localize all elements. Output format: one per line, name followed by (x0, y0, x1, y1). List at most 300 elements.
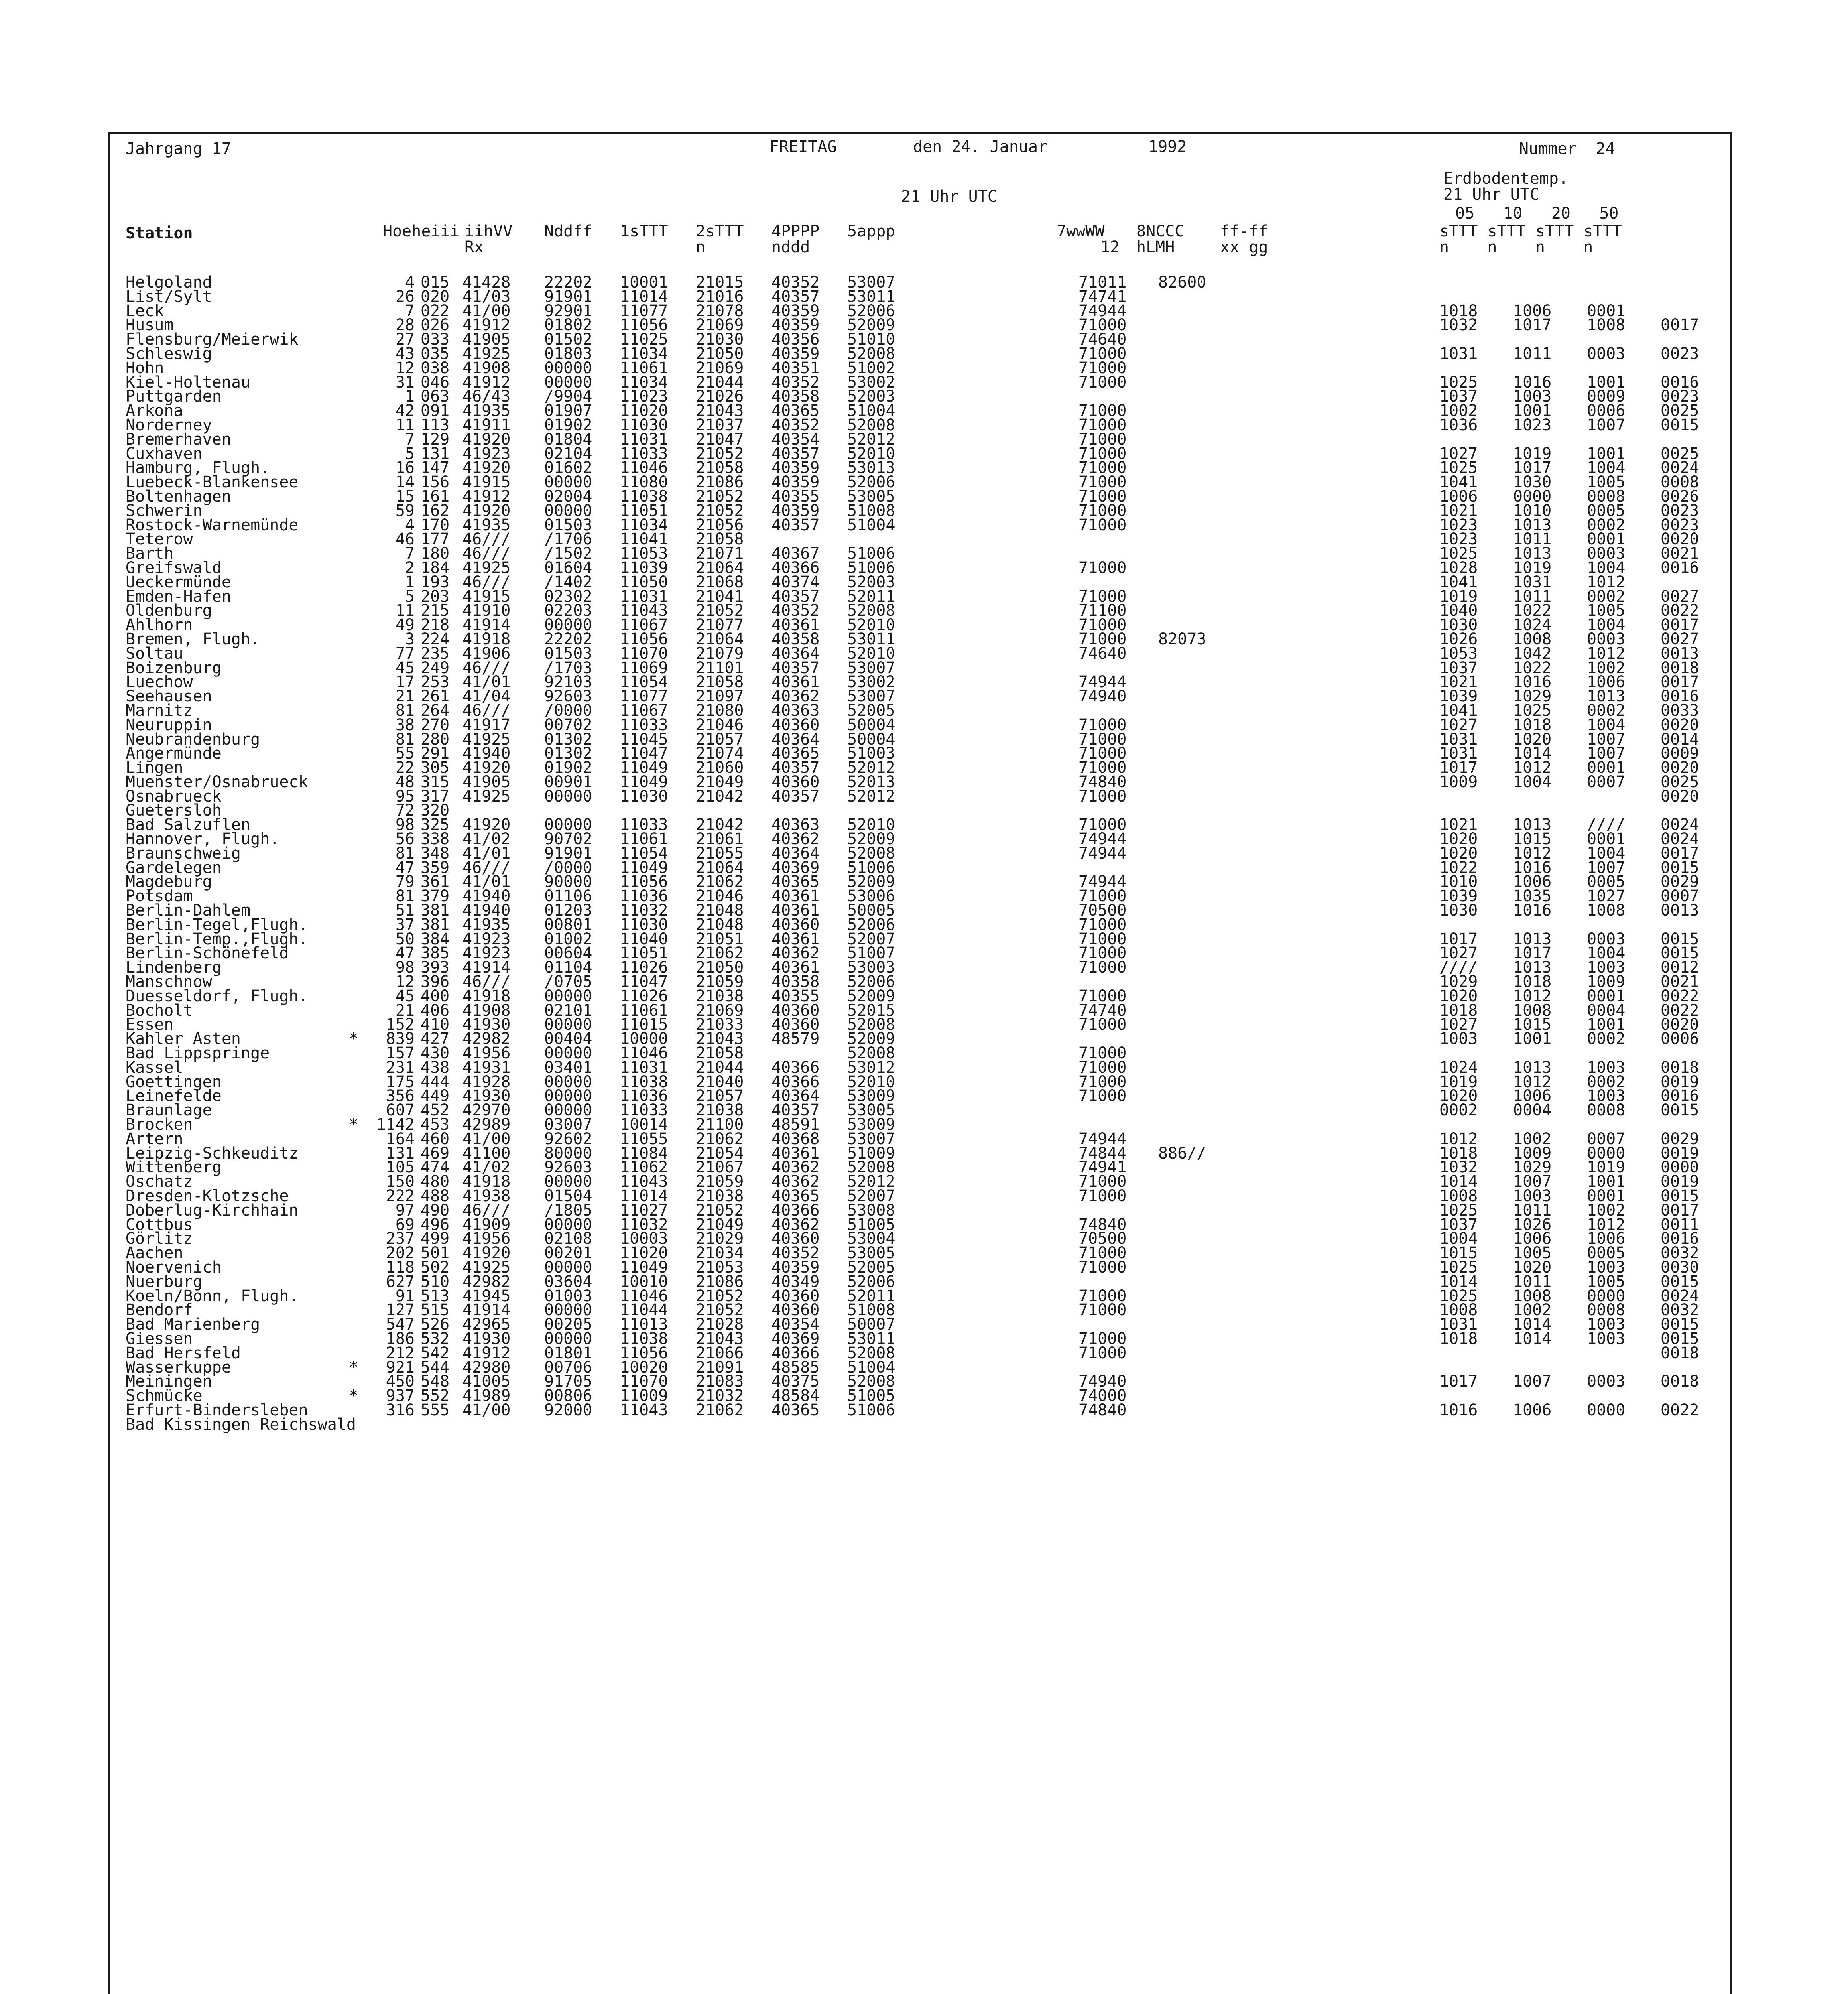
station-4pppp: 40349 (771, 1272, 820, 1291)
station-7wwww: 74740 (1078, 1001, 1127, 1020)
station-5appp: 52011 (847, 587, 895, 606)
table-row (126, 418, 1720, 432)
station-iii: 449 (421, 1087, 450, 1105)
station-2sttt: 21051 (696, 930, 744, 948)
station-5appp: 53009 (847, 1115, 895, 1134)
station-soil-50: 0022 (1661, 601, 1699, 620)
station-soil-50: 0021 (1661, 544, 1699, 563)
station-2sttt: 21086 (696, 473, 744, 492)
station-1sttt: 11034 (620, 516, 668, 534)
station-soil-50: 0032 (1661, 1301, 1699, 1320)
table-row (126, 489, 1720, 504)
station-soil-10: 1002 (1513, 1301, 1552, 1320)
station-hoehe: 7 (405, 301, 415, 320)
station-nddff: 00000 (544, 1044, 592, 1063)
station-4pppp: 40362 (771, 1172, 820, 1191)
station-2sttt: 21091 (696, 1358, 744, 1377)
station-5appp: 52012 (847, 1172, 895, 1191)
table-row (126, 703, 1720, 718)
station-5appp: 51007 (847, 944, 895, 963)
station-2sttt: 21083 (696, 1372, 744, 1391)
station-1sttt: 11026 (620, 987, 668, 1005)
station-soil-05: 1025 (1439, 459, 1478, 477)
station-iihvv: 41/01 (462, 844, 511, 863)
station-soil-10: 1015 (1513, 1015, 1552, 1034)
station-soil-20: 1007 (1587, 744, 1626, 763)
station-7wwww: 74944 (1078, 673, 1127, 692)
station-nddff: 00000 (544, 816, 592, 834)
station-name: Bad Salzuflen (126, 816, 251, 834)
station-soil-05: 1031 (1439, 344, 1478, 363)
station-soil-05: 1020 (1439, 1087, 1478, 1105)
station-soil-10: 1016 (1513, 901, 1552, 920)
station-soil-10: 1006 (1513, 301, 1552, 320)
table-row (126, 1374, 1720, 1389)
station-iii: 033 (421, 330, 450, 349)
table-row (126, 389, 1720, 404)
station-nddff: 01503 (544, 644, 592, 663)
station-iihvv: 42965 (462, 1315, 511, 1334)
station-iii: 022 (421, 301, 450, 320)
station-2sttt: 21058 (696, 673, 744, 692)
station-name: Hohn (126, 359, 164, 377)
station-soil-50: 0023 (1661, 516, 1699, 534)
station-2sttt: 21037 (696, 416, 744, 434)
station-2sttt: 21060 (696, 759, 744, 777)
station-1sttt: 11036 (620, 1087, 668, 1105)
station-soil-05: 1027 (1439, 715, 1478, 734)
station-2sttt: 21057 (696, 730, 744, 749)
station-iihvv: 41908 (462, 359, 511, 377)
station-hoehe: 212 (386, 1344, 415, 1362)
station-soil-20: 1019 (1587, 1158, 1626, 1177)
station-soil-20: 1003 (1587, 1315, 1626, 1334)
station-soil-05: 1020 (1439, 844, 1478, 863)
station-soil-20: 1007 (1587, 416, 1626, 434)
station-soil-10: 1014 (1513, 744, 1552, 763)
station-soil-20: 0008 (1587, 1101, 1626, 1120)
table-row (126, 1072, 1720, 1091)
station-1sttt: 11014 (620, 287, 668, 306)
station-iihvv: 41940 (462, 887, 511, 906)
station-name: Ueckermünde (126, 573, 231, 591)
station-5appp: 53012 (847, 1058, 895, 1077)
station-nddff: 01106 (544, 887, 592, 906)
station-1sttt: 11067 (620, 701, 668, 720)
station-soil-20: 0005 (1587, 1244, 1626, 1263)
station-1sttt: 11047 (620, 973, 668, 991)
station-5appp: 51006 (847, 858, 895, 877)
station-7wwww: 74944 (1078, 873, 1127, 891)
station-4pppp: 40359 (771, 459, 820, 477)
station-soil-05: 1031 (1439, 730, 1478, 749)
station-soil-05: 1030 (1439, 616, 1478, 634)
station-2sttt: 21061 (696, 830, 744, 849)
station-5appp: 53011 (847, 1329, 895, 1348)
station-soil-20: 1012 (1587, 644, 1626, 663)
station-1sttt: 11050 (620, 573, 668, 591)
station-nddff: 01804 (544, 430, 592, 449)
station-iihvv: 41925 (462, 787, 511, 806)
col-s7: 7wwWW (1057, 222, 1105, 240)
station-1sttt: 11046 (620, 459, 668, 477)
station-2sttt: 21062 (696, 1401, 744, 1419)
station-4pppp: 40359 (771, 301, 820, 320)
station-2sttt: 21064 (696, 630, 744, 648)
station-table (126, 275, 1720, 1432)
table-row (126, 803, 1720, 818)
station-hoehe: 98 (395, 958, 415, 977)
station-soil-50: 0009 (1661, 744, 1699, 763)
station-soil-10: 1022 (1513, 601, 1552, 620)
station-iihvv: 41914 (462, 958, 511, 977)
station-1sttt: 11023 (620, 387, 668, 406)
station-1sttt: 11084 (620, 1144, 668, 1163)
station-iii: 379 (421, 887, 450, 906)
station-nddff: 92103 (544, 673, 592, 692)
station-5appp: 51004 (847, 402, 895, 420)
station-soil-20: 1004 (1587, 459, 1626, 477)
station-iii: 177 (421, 530, 450, 549)
station-7wwww: 71000 (1078, 1329, 1127, 1348)
station-4pppp: 40357 (771, 444, 820, 463)
station-hoehe: 28 (395, 316, 415, 335)
station-iii: 184 (421, 558, 450, 577)
station-iii: 381 (421, 901, 450, 920)
station-soil-20: 0001 (1587, 301, 1626, 320)
station-iii: 480 (421, 1172, 450, 1191)
station-2sttt: 21101 (696, 658, 744, 677)
station-name: Barth (126, 544, 174, 563)
station-name: Flensburg/Meierwik (126, 330, 299, 349)
station-name: Emden-Hafen (126, 587, 231, 606)
station-iihvv: 41945 (462, 1287, 511, 1305)
station-4pppp: 40367 (771, 544, 820, 563)
station-1sttt: 11046 (620, 1044, 668, 1063)
station-iihvv: 46/// (462, 701, 511, 720)
station-name: Leinefelde (126, 1087, 222, 1105)
table-row (126, 632, 1720, 646)
table-row (126, 301, 1720, 320)
table-row (126, 589, 1720, 604)
station-soil-20: 1005 (1587, 601, 1626, 620)
station-7wwww: 71000 (1078, 373, 1127, 392)
station-nddff: /1502 (544, 544, 592, 563)
station-4pppp: 40361 (771, 673, 820, 692)
station-soil-10: 1004 (1513, 772, 1552, 791)
col-hoehe: Hoehe (383, 222, 431, 240)
station-nddff: 00000 (544, 1172, 592, 1191)
station-name: Berlin-Schönefeld (126, 944, 289, 963)
station-4pppp: 40351 (771, 359, 820, 377)
station-hoehe: 81 (395, 701, 415, 720)
station-4pppp: 40360 (771, 1230, 820, 1248)
station-2sttt: 21053 (696, 1258, 744, 1277)
table-row (126, 1189, 1720, 1203)
station-4pppp: 40357 (771, 658, 820, 677)
table-row (126, 732, 1720, 747)
station-soil-05: 1019 (1439, 1072, 1478, 1091)
station-7wwww: 71000 (1078, 316, 1127, 335)
station-mark: * (349, 1387, 359, 1405)
station-4pppp: 40374 (771, 573, 820, 591)
station-soil-10: 1017 (1513, 316, 1552, 335)
station-iihvv: 41914 (462, 1301, 511, 1320)
station-nddff: /1805 (544, 1201, 592, 1220)
station-soil-50: 0022 (1661, 987, 1699, 1005)
station-name: Braunlage (126, 1101, 212, 1120)
station-nddff: 01104 (544, 958, 592, 977)
table-row (126, 461, 1720, 475)
station-soil-05: 1024 (1439, 1058, 1478, 1077)
station-4pppp: 40366 (771, 1201, 820, 1220)
station-iihvv: 41912 (462, 373, 511, 392)
station-hoehe: 55 (395, 744, 415, 763)
station-1sttt: 11030 (620, 915, 668, 934)
station-name: Oldenburg (126, 601, 212, 620)
station-iihvv: 41915 (462, 473, 511, 492)
station-soil-10: 1008 (1513, 1001, 1552, 1020)
station-nddff: 91705 (544, 1372, 592, 1391)
station-7wwww: 71000 (1078, 1072, 1127, 1091)
station-soil-20: 0000 (1587, 1144, 1626, 1163)
station-1sttt: 11032 (620, 901, 668, 920)
station-4pppp: 40363 (771, 701, 820, 720)
station-soil-05: 1021 (1439, 501, 1478, 520)
station-soil-50: 0015 (1661, 1187, 1699, 1205)
station-hoehe: 937 (386, 1387, 415, 1405)
station-1sttt: 11046 (620, 1287, 668, 1305)
station-7wwww: 71000 (1078, 444, 1127, 463)
station-2sttt: 21062 (696, 1129, 744, 1148)
station-4pppp: 40361 (771, 1144, 820, 1163)
station-2sttt: 21043 (696, 402, 744, 420)
station-soil-20: 1003 (1587, 1329, 1626, 1348)
station-soil-05: 1025 (1439, 1287, 1478, 1305)
station-iihvv: 41920 (462, 759, 511, 777)
station-name: Meiningen (126, 1372, 212, 1391)
station-hoehe: 97 (395, 1201, 415, 1220)
station-5appp: 53008 (847, 1201, 895, 1220)
station-nddff: 02302 (544, 587, 592, 606)
station-nddff: 01602 (544, 459, 592, 477)
station-soil-50: 0022 (1661, 1001, 1699, 1020)
station-nddff: 01902 (544, 416, 592, 434)
station-2sttt: 21056 (696, 516, 744, 534)
station-5appp: 52012 (847, 430, 895, 449)
station-soil-05: 1028 (1439, 558, 1478, 577)
station-iii: 452 (421, 1101, 450, 1120)
station-iihvv: 41931 (462, 1058, 511, 1077)
station-hoehe: 81 (395, 887, 415, 906)
station-iihvv: 41905 (462, 772, 511, 791)
station-soil-20: 0005 (1587, 873, 1626, 891)
col-s2: 2sTTT (696, 222, 744, 240)
station-7wwww: 71000 (1078, 630, 1127, 648)
station-soil-05: 1029 (1439, 973, 1478, 991)
station-name: Boizenburg (126, 658, 222, 677)
station-hoehe: 450 (386, 1372, 415, 1391)
station-5appp: 51006 (847, 558, 895, 577)
station-name: Guetersloh (126, 801, 222, 820)
station-soil-05: 1025 (1439, 373, 1478, 392)
station-iihvv: 46/// (462, 973, 511, 991)
station-nddff: 01302 (544, 744, 592, 763)
station-5appp: 52008 (847, 1344, 895, 1362)
station-5appp: 53006 (847, 887, 895, 906)
station-name: Gardelegen (126, 858, 222, 877)
station-iihvv: 41005 (462, 1372, 511, 1391)
station-soil-50: 0029 (1661, 1129, 1699, 1148)
station-nddff: /1703 (544, 658, 592, 677)
station-soil-05: 1037 (1439, 1215, 1478, 1234)
station-iii: 015 (421, 273, 450, 292)
station-name: Wittenberg (126, 1158, 222, 1177)
station-iii: 430 (421, 1044, 450, 1063)
station-soil-10: 1042 (1513, 644, 1552, 663)
station-nddff: 00706 (544, 1358, 592, 1377)
station-nddff: 00201 (544, 1244, 592, 1263)
station-2sttt: 21097 (696, 687, 744, 706)
station-4pppp: 40366 (771, 1058, 820, 1077)
station-1sttt: 10000 (620, 1030, 668, 1048)
station-soil-10: 1031 (1513, 573, 1552, 591)
station-5appp: 52007 (847, 930, 895, 948)
station-4pppp: 40357 (771, 587, 820, 606)
station-soil-10: 1014 (1513, 1315, 1552, 1334)
station-1sttt: 11054 (620, 844, 668, 863)
station-name: Greifswald (126, 558, 222, 577)
station-nddff: 02101 (544, 1001, 592, 1020)
station-name: Duesseldorf, Flugh. (126, 987, 308, 1005)
station-4pppp: 40369 (771, 858, 820, 877)
station-1sttt: 11045 (620, 730, 668, 749)
table-row (126, 432, 1720, 447)
station-1sttt: 11025 (620, 330, 668, 349)
station-4pppp: 40359 (771, 501, 820, 520)
station-2sttt: 21080 (696, 701, 744, 720)
station-soil-10: 1035 (1513, 887, 1552, 906)
table-row (126, 1017, 1720, 1032)
station-iii: 474 (421, 1158, 450, 1177)
station-iihvv: 41918 (462, 987, 511, 1005)
station-iihvv: 42980 (462, 1358, 511, 1377)
station-iihvv: 41908 (462, 1001, 511, 1020)
station-soil-05: 1037 (1439, 387, 1478, 406)
station-4pppp: 40356 (771, 330, 820, 349)
station-soil-50: 0015 (1661, 1272, 1699, 1291)
station-soil-10: 1018 (1513, 973, 1552, 991)
station-hoehe: 56 (395, 830, 415, 849)
station-iihvv: 46/// (462, 1201, 511, 1220)
station-5appp: 52008 (847, 1372, 895, 1391)
station-name: Osnabrueck (126, 787, 222, 806)
station-1sttt: 10010 (620, 1272, 668, 1291)
station-soil-20: 0006 (1587, 402, 1626, 420)
station-soil-10: 0004 (1513, 1101, 1552, 1120)
station-iii: 384 (421, 930, 450, 948)
station-4pppp: 40360 (771, 715, 820, 734)
station-iii: 325 (421, 816, 450, 834)
station-name: Helgoland (126, 273, 212, 292)
station-soil-50: 0022 (1661, 1401, 1699, 1419)
station-nddff: 01902 (544, 759, 592, 777)
station-7wwww: 71000 (1078, 473, 1127, 492)
station-4pppp: 48585 (771, 1358, 820, 1377)
station-soil-50: 0025 (1661, 402, 1699, 420)
station-soil-50: 0018 (1661, 1372, 1699, 1391)
station-soil-05: 1032 (1439, 1158, 1478, 1177)
station-nddff: 03007 (544, 1115, 592, 1134)
station-iihvv: 41928 (462, 1072, 511, 1091)
station-nddff: 00000 (544, 1329, 592, 1348)
station-iihvv: 41925 (462, 344, 511, 363)
station-7wwww: 71000 (1078, 958, 1127, 977)
station-4pppp: 40364 (771, 844, 820, 863)
station-soil-05: 1014 (1439, 1272, 1478, 1291)
station-soil-50: 0026 (1661, 487, 1699, 506)
station-hoehe: 21 (395, 687, 415, 706)
station-nddff: 01907 (544, 402, 592, 420)
station-iii: 317 (421, 787, 450, 806)
station-1sttt: 11030 (620, 787, 668, 806)
station-iii: 038 (421, 359, 450, 377)
station-2sttt: 21016 (696, 287, 744, 306)
station-soil-10: 1020 (1513, 1258, 1552, 1277)
station-soil-20: 0003 (1587, 1372, 1626, 1391)
table-row (126, 846, 1720, 861)
station-name: Leipzig-Schkeuditz (126, 1144, 299, 1163)
station-soil-05: 1014 (1439, 1172, 1478, 1191)
table-row (126, 944, 1720, 963)
station-iihvv: 41956 (462, 1044, 511, 1063)
station-iii: 291 (421, 744, 450, 763)
table-row (126, 960, 1720, 975)
station-4pppp: 40359 (771, 344, 820, 363)
station-soil-10: 1019 (1513, 558, 1552, 577)
station-soil-05: 1019 (1439, 587, 1478, 606)
station-soil-50: 0015 (1661, 1101, 1699, 1120)
station-1sttt: 11080 (620, 473, 668, 492)
table-row (126, 1403, 1720, 1417)
station-iii: 193 (421, 573, 450, 591)
station-iihvv: 41918 (462, 1172, 511, 1191)
station-iihvv: 41925 (462, 558, 511, 577)
station-soil-05: 1018 (1439, 1144, 1478, 1163)
station-soil-50: 0016 (1661, 687, 1699, 706)
station-2sttt: 21069 (696, 359, 744, 377)
station-1sttt: 11039 (620, 558, 668, 577)
station-4pppp: 40355 (771, 987, 820, 1005)
station-iii: 224 (421, 630, 450, 648)
station-soil-05: 1010 (1439, 873, 1478, 891)
station-5appp: 52015 (847, 1001, 895, 1020)
station-7wwww: 71000 (1078, 558, 1127, 577)
station-soil-05: 1021 (1439, 673, 1478, 692)
station-7wwww: 71000 (1078, 587, 1127, 606)
station-nddff: 90000 (544, 873, 592, 891)
station-5appp: 52010 (847, 444, 895, 463)
table-row (126, 975, 1720, 989)
station-5appp: 52006 (847, 973, 895, 991)
station-soil-50: 0018 (1661, 658, 1699, 677)
station-5appp: 51002 (847, 359, 895, 377)
station-iii: 552 (421, 1387, 450, 1405)
station-7wwww: 71100 (1078, 601, 1127, 620)
station-soil-05: 1002 (1439, 402, 1478, 420)
station-7wwww: 74844 (1078, 1144, 1127, 1163)
station-soil-50: 0027 (1661, 587, 1699, 606)
